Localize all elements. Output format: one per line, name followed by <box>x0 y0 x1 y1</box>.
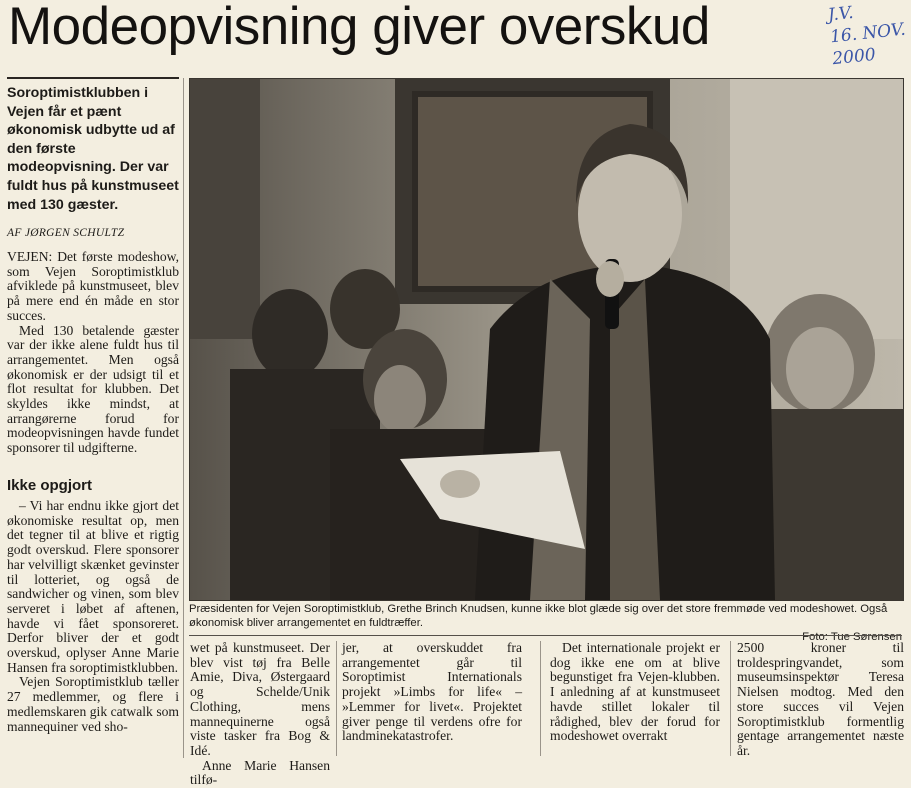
article-paragraph: jer, at overskuddet fra arrangementet går til Soroptimist Internationals projekt »Limbs for life« – »Lemmer for livet«. Projektet giver penge til verdens ofre for landminekatastrofer. <box>342 640 522 744</box>
column-divider <box>540 641 541 756</box>
article-paragraph: 2500 kroner til troldespringvandet, som museumsinspektør Teresa Nielsen modtog. Med den store succes vil Vejen Soroptimistklub formentlig gentage arrangementet næste år. <box>737 640 904 758</box>
article-paragraph: wet på kunstmuseet. Der blev vist tøj fra Belle Amie, Diva, Østergaard og Schelde/Unik Clothing, mens mannequinerne også viste tasker fra Bog & Idé. <box>190 640 330 758</box>
headline: Modeopvisning giver overskud <box>8 0 710 56</box>
handnote-line-1: J.V. <box>826 2 855 26</box>
article-paragraph: Anne Marie Hansen tilfø- <box>190 757 330 788</box>
handnote-line-3: 2000 <box>831 44 877 70</box>
column-divider <box>730 641 731 756</box>
handwritten-date-note <box>827 0 911 70</box>
article-paragraph: Med 130 betalende gæster var der ikke alene fuldt hus til arrangementet. Men også økonomisk er der udsigt til et flot resultat for klubben. Det skyldes ikke mindst, at arrangørerne forud for modeopvisningen havde fundet sponsorer til udgifterne. <box>7 322 179 456</box>
column-5 <box>737 641 904 759</box>
news-photo <box>189 78 904 601</box>
column-2 <box>190 641 330 788</box>
subheading: Ikke opgjort <box>7 477 93 494</box>
handnote-line-2: 16. NOV. <box>829 19 907 48</box>
lead-divider <box>7 77 179 79</box>
photo-illustration <box>190 79 903 600</box>
photo-caption <box>189 602 902 644</box>
article-paragraph: – Vi har endnu ikke gjort det økonomiske resultat op, men det tegner til at blive et rigtig godt overskud. Flere sponsorer har velvilligt skænket gevinster til lotteriet, og også de sandwicher og vinen, som blev serveret i løbet af aftenen, havde vi fået sponsoreret. Derfor bliver der et godt overskud, oplyser Anne Marie Hansen fra soroptimistklubben. <box>7 498 179 675</box>
article-paragraph: Vejen Soroptimistklub tæller 27 medlemmer, og flere i medlemskaren gik catwalk som mannequiner ved sho- <box>7 674 179 734</box>
article-paragraph: Det internationale projekt er dog ikke ene om at blive begunstiget fra Vejen-klubben. I anledning af at kunstmuseet havde stillet lokaler til rådighed, blev der forud for modeshowet overrakt <box>550 640 720 744</box>
column-1-bottom <box>7 499 179 734</box>
column-3 <box>342 641 522 744</box>
column-divider <box>183 78 184 758</box>
caption-divider <box>189 635 902 636</box>
photo-credit: Foto: Tue Sørensen <box>802 631 902 643</box>
byline: AF JØRGEN SCHULTZ <box>7 227 125 239</box>
caption-text: Præsidenten for Vejen Soroptimistklub, Grethe Brinch Knudsen, kunne ikke blot glæde sig over det store fremmøde ved modeshowet. Også økonomisk bliver arrangementet en fuldtræffer. <box>189 603 888 629</box>
lead-paragraph: Soroptimistklubben i Vejen får et pænt økonomisk udbytte ud af den første modeopvisning. Der var fuldt hus på kunstmuseet med 130 gæster. <box>7 85 179 213</box>
column-divider <box>336 641 337 756</box>
column-1-top <box>7 250 179 456</box>
column-4 <box>550 641 720 744</box>
article-paragraph: VEJEN: Det første modeshow, som Vejen Soroptimistklub afviklede på kunstmuseet, blev på mere end én måde en stor succes. <box>7 249 179 323</box>
